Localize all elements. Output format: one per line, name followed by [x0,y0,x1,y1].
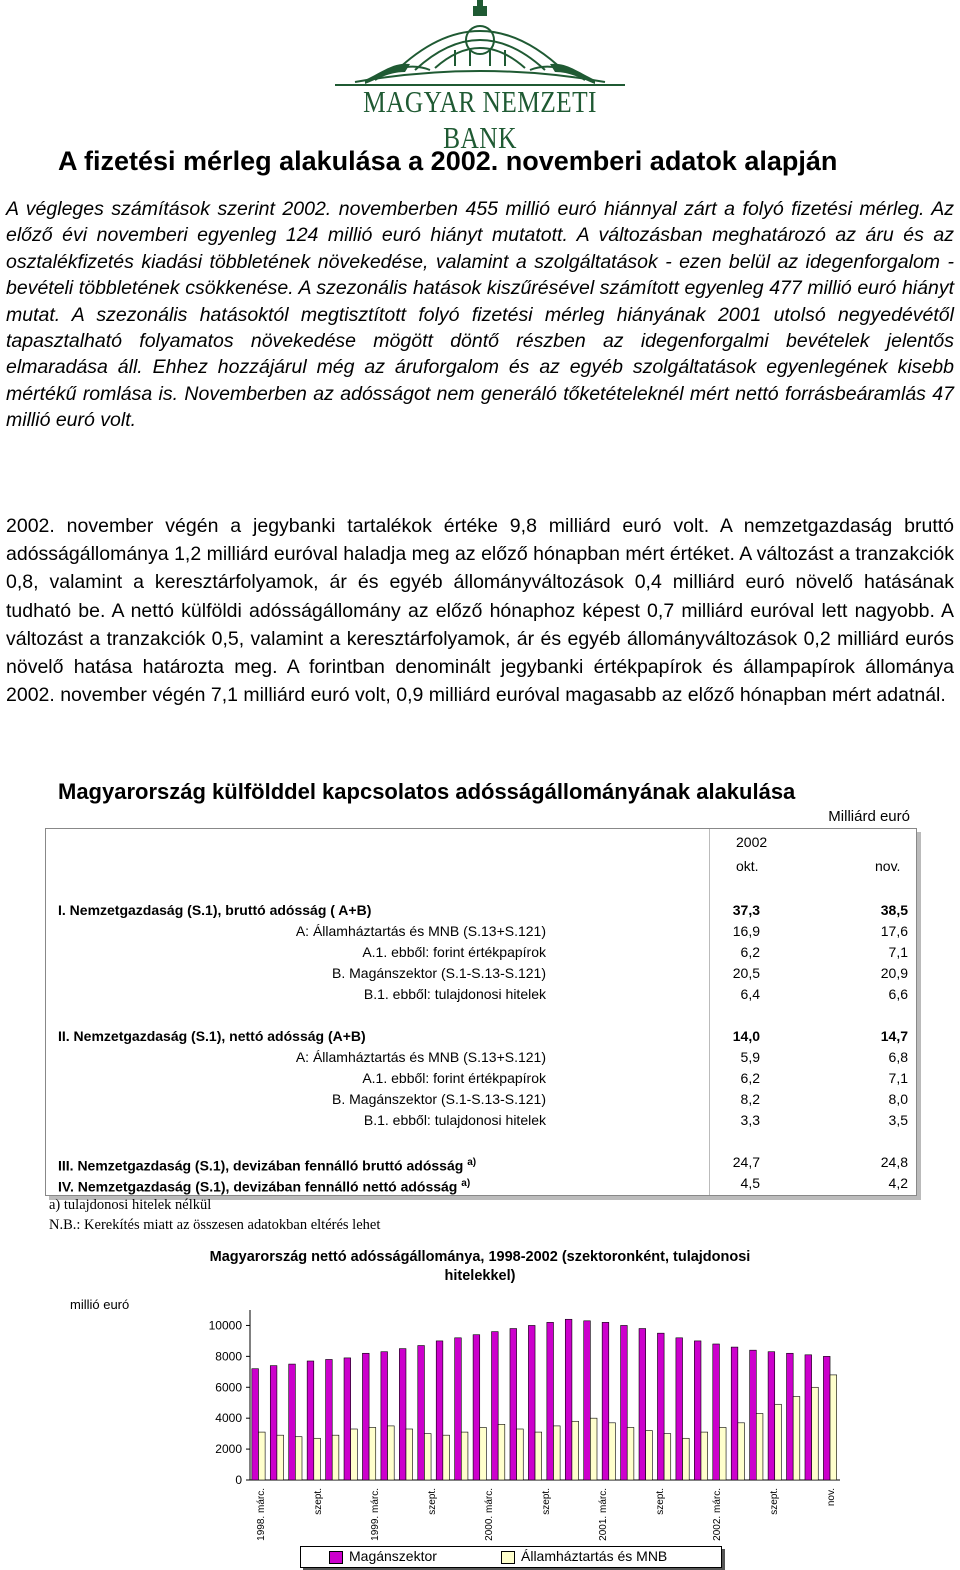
page-title: A fizetési mérleg alakulása a 2002. novemberi adatok alapján [58,146,838,176]
logo-text: MAGYAR NEMZETI BANK [363,84,597,155]
footnote-a: a) tulajdonosi hitelek nélkül [49,1197,212,1213]
bar-government [480,1427,487,1480]
bar-private [787,1353,794,1480]
y-tick-label: 4000 [215,1411,242,1426]
row-value-nov: 7,1 [888,944,908,960]
row-value-okt: 24,7 [732,1154,760,1170]
row-label: B.1. ebből: tulajdonosi hitelek [363,986,546,1002]
row-value-okt: 5,9 [740,1049,760,1065]
bar-government [793,1397,800,1480]
row-value-okt: 6,4 [740,986,760,1002]
bar-government [388,1426,395,1480]
row-value-okt: 3,3 [740,1112,760,1128]
row-value-nov: 38,5 [880,902,908,918]
table-row [46,921,916,942]
legend-swatch-private [329,1551,343,1564]
row-value-okt: 6,2 [740,1070,760,1086]
legend-swatch-government [501,1551,515,1564]
chart-legend [300,1546,722,1568]
bar-private [492,1332,499,1480]
y-tick-label: 10000 [208,1318,242,1333]
net-debt-bar-chart [190,1305,850,1543]
bar-government [756,1414,763,1480]
table-row [46,1026,916,1047]
bar-private [713,1344,720,1480]
paragraph-current-account: A végleges számítások szerint 2002. novemberben 455 millió euró hiánnyal zárt a folyó fizetési mérleg. Az előző évi novemberi egyenleg 124 millió euró hiányt mutatott. A változásban meghatározó az áru és az osztalékfizetés kiadási többletének növekedése, valamint a szolgáltatások - ezen belül az idegenforgalom - bevételi többletének csökkenése. A szezonális hatások kiszűrésével számított egyenleg 477 millió euró hiányt mutat. A szezonális hatásoktól megtisztított folyó fizetési mérleg hiányának 2001 utolsó negyedévétől tapasztalható folyamatos növekedése mögött döntő részben az idegenforgalmi bevételek jelentős elmaradása áll. Ehhez hozzájárul még az áruforgalom és az egyéb szolgáltatások egyenlegének kisebb mértékű romlása is. Novemberben az adósságot nem generáló tőketételeknél mért nettó forrásbeáramlás 47 millió euró volt. [6,198,954,432]
bar-government [332,1435,339,1480]
mnb-logo [335,0,625,155]
bar-government [443,1435,450,1480]
row-label: B.1. ebből: tulajdonosi hitelek [363,1112,546,1128]
row-label: IV. Nemzetgazdaság (S.1), devizában fennálló nettó adósság $^{a)}$ [58,1178,471,1195]
x-tick-label: 2002. márc. [712,1488,723,1541]
bar-private [510,1329,517,1480]
chart-title: Magyarország nettó adósságállománya, 1998-2002 (szektoronként, tulajdonosi hitelekkel) [209,1249,751,1284]
row-value-okt: 20,5 [732,965,760,981]
bar-private [399,1349,406,1480]
table-year-header: 2002 [736,834,768,850]
row-value-nov: 8,0 [888,1091,908,1107]
x-tick-label: szept. [769,1488,780,1515]
bar-government [646,1431,653,1480]
debt-table [45,828,917,1196]
x-tick-label: 1999. márc. [370,1488,381,1541]
y-tick-label: 8000 [215,1349,242,1364]
row-value-nov: 3,5 [888,1112,908,1128]
bar-government [424,1434,431,1480]
row-value-nov: 7,1 [888,1070,908,1086]
table-row [46,963,916,984]
bar-private [436,1341,443,1480]
table-divider [709,829,710,1195]
x-tick-label: nov. [826,1488,837,1507]
table-row [46,942,916,963]
table-title: Magyarország külfölddel kapcsolatos adósságállományának alakulása [58,779,796,804]
bar-government [277,1435,284,1480]
x-tick-label: szept. [313,1488,324,1515]
table-row [46,1173,916,1194]
bar-private [289,1364,296,1480]
bar-private [584,1321,591,1480]
row-value-nov: 20,9 [880,965,908,981]
bar-government [719,1427,726,1480]
row-value-okt: 37,3 [732,902,760,918]
row-value-okt: 4,5 [740,1175,760,1191]
bar-private [473,1335,480,1480]
row-label: B. Magánszektor (S.1-S.13-S.121) [332,965,546,981]
legend-label-private: Magánszektor [349,1548,437,1564]
row-value-okt: 6,2 [740,944,760,960]
x-tick-label: szept. [541,1488,552,1515]
x-tick-label: 2001. márc. [598,1488,609,1541]
bar-government [701,1432,708,1480]
bar-government [461,1432,468,1480]
row-value-nov: 4,2 [888,1175,908,1191]
row-label: A: Államháztartás és MNB (S.13+S.121) [295,1049,546,1065]
bar-government [406,1429,413,1480]
row-label: III. Nemzetgazdaság (S.1), devizában fennálló bruttó adósság $^{a)}$ [58,1157,477,1174]
bar-private [362,1353,369,1480]
y-tick-label: 6000 [215,1380,242,1395]
bar-private [528,1325,535,1480]
paragraph-reserves-debt: 2002. november végén a jegybanki tartalékok értéke 9,8 milliárd euró volt. A nemzetgazdaság bruttó adósságállománya 1,2 milliárd euróval haladja meg az előző hónapban mért értéket. A változást a tranzakciók 0,8, valamint a keresztárfolyamok, ár és egyéb állományváltozások 0,4 milliárd euró növelő hatásának tudható be. A nettó külföldi adósságállomány az előző hónaphoz képest 0,7 milliárd euróval lett nagyobb. A változást a tranzakciók 0,5, valamint a keresztárfolyamok, ár és egyéb állományváltozások 0,2 milliárd eurós növelő hatása határozta meg. A forintban denominált jegybanki értékpapírok és állampapírok állománya 2002. november végén 7,1 milliárd euró volt, 0,9 milliárd euróval magasabb az előző hónapban mért adatnál. [6,515,954,707]
x-tick-label: 2000. márc. [484,1488,495,1541]
bar-government [295,1437,302,1480]
row-label: A.1. ebből: forint értékpapírok [362,1070,546,1086]
row-value-nov: 6,8 [888,1049,908,1065]
row-value-nov: 17,6 [880,923,908,939]
bar-private [547,1322,554,1480]
bar-government [314,1438,321,1480]
row-label: II. Nemzetgazdaság (S.1), nettó adósság (A+B) [58,1028,366,1044]
bar-government [738,1423,745,1480]
bar-government [369,1427,376,1480]
bar-private [805,1355,812,1480]
bar-private [455,1338,462,1480]
bar-private [823,1356,830,1480]
bar-government [830,1375,837,1480]
table-col-nov: nov. [875,858,901,874]
row-value-okt: 14,0 [732,1028,760,1044]
bar-government [664,1434,671,1480]
row-value-okt: 16,9 [732,923,760,939]
bar-government [609,1423,616,1480]
footnote-marker: a) [461,1178,471,1189]
bar-private [676,1338,683,1480]
bar-private [621,1325,628,1480]
bar-government [572,1421,579,1480]
bank-building-icon [335,0,625,90]
bar-government [535,1432,542,1480]
bar-private [768,1352,775,1480]
bar-private [252,1369,259,1480]
row-label: I. Nemzetgazdaság (S.1), bruttó adósság ( A+B) [58,902,372,918]
bar-private [731,1347,738,1480]
row-value-okt: 8,2 [740,1091,760,1107]
table-row [46,1068,916,1089]
table-row [46,1047,916,1068]
bar-private [418,1346,425,1480]
bar-government [775,1404,782,1480]
bar-government [627,1427,634,1480]
table-col-okt: okt. [736,858,759,874]
x-tick-label: 1998. márc. [256,1488,267,1541]
bar-private [639,1329,646,1480]
footnote-marker: a) [467,1157,477,1168]
bar-government [683,1438,690,1480]
row-label: B. Magánszektor (S.1-S.13-S.121) [332,1091,546,1107]
y-tick-label: 2000 [215,1442,242,1457]
legend-label-government: Államháztartás és MNB [521,1548,668,1564]
bar-private [694,1341,701,1480]
bar-private [381,1352,388,1480]
bar-private [750,1350,757,1480]
row-value-nov: 14,7 [880,1028,908,1044]
bar-private [326,1359,333,1480]
bar-private [270,1366,277,1480]
bar-private [657,1333,664,1480]
row-label: A: Államháztartás és MNB (S.13+S.121) [295,923,546,939]
bar-government [351,1429,358,1480]
table-row [46,984,916,1005]
table-row [46,1110,916,1131]
bar-private [565,1319,572,1480]
chart-ylabel: millió euró [70,1297,130,1312]
bar-government [590,1418,597,1480]
row-label: A.1. ebből: forint értékpapírok [362,944,546,960]
footnote-nb: N.B.: Kerekítés miatt az összesen adatokban eltérés lehet [49,1217,381,1233]
table-row [46,900,916,921]
table-row [46,1089,916,1110]
x-tick-label: szept. [427,1488,438,1515]
x-tick-label: szept. [655,1488,666,1515]
bar-government [258,1432,265,1480]
bar-private [602,1322,609,1480]
row-value-nov: 6,6 [888,986,908,1002]
bar-private [307,1361,314,1480]
bar-private [344,1358,351,1480]
bar-government [812,1387,819,1480]
y-tick-label: 0 [235,1473,242,1487]
bar-government [517,1429,524,1480]
bar-government [553,1426,560,1480]
bar-government [498,1424,505,1480]
table-row [46,1152,916,1173]
table-unit: Milliárd euró [828,808,910,825]
row-value-nov: 24,8 [880,1154,908,1170]
